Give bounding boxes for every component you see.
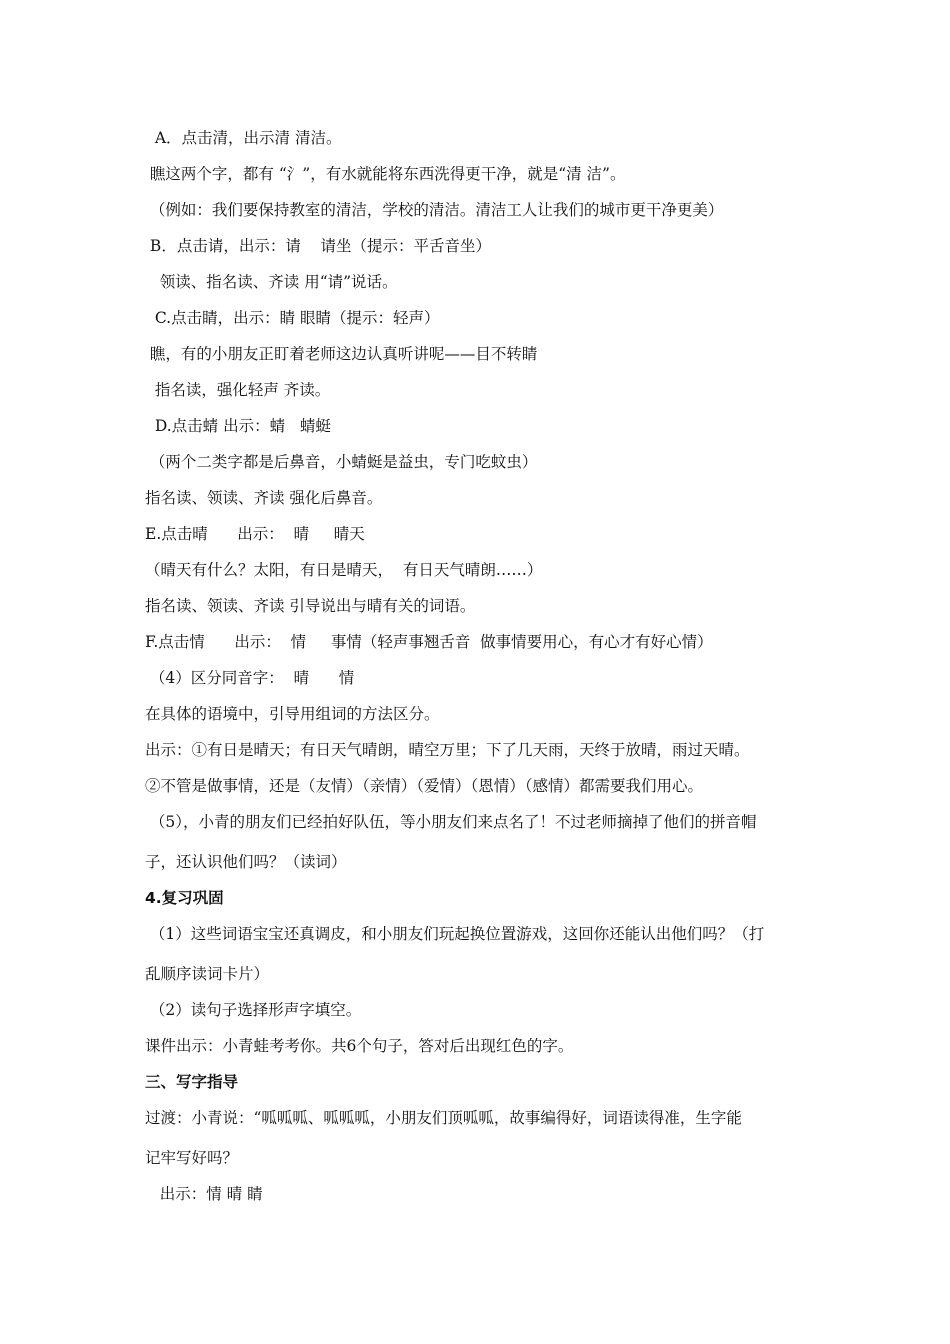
text-line: 出示：情 晴 睛	[145, 1185, 263, 1203]
text-line: 子，还认识他们吗？（读词）	[145, 853, 347, 871]
text-line: 领读、指名读、齐读 用“请”说话。	[145, 273, 398, 291]
text-line: （两个二类字都是后鼻音，小蜻蜓是益虫，专门吃蚊虫）	[145, 453, 538, 471]
text-line: （5），小青的朋友们已经拍好队伍，等小朋友们来点名了！不过老师摘掉了他们的拼音帽	[145, 813, 757, 831]
text-line: （例如：我们要保持教室的清洁，学校的清洁。清洁工人让我们的城市更干净更美）	[145, 201, 724, 219]
text-line: ②不管是做事情，还是（友情）（亲情）（爱情）（恩情）（感情）都需要我们用心。	[145, 777, 704, 795]
text-line: 指名读、领读、齐读 强化后鼻音。	[145, 489, 383, 507]
text-line: 乱顺序读词卡片）	[145, 965, 270, 983]
text-line: （晴天有什么？太阳，有日是晴天， 有日天气晴朗……）	[145, 561, 543, 579]
text-line: 瞧这两个字，都有 “氵”，有水就能将东西洗得更干净，就是“清 洁”。	[145, 165, 626, 183]
text-line: D.点击蜻 出示：蜻 蜻蜓	[145, 417, 331, 435]
text-line: 指名读、领读、齐读 引导说出与晴有关的词语。	[145, 597, 476, 615]
text-line: F.点击情 出示： 情 事情（轻声事翘舌音 做事情要用心，有心才有好心情）	[145, 633, 713, 651]
text-line: 在具体的语境中，引导用组词的方法区分。	[145, 705, 440, 723]
section-heading: 4.复习巩固	[145, 889, 224, 907]
text-line: 记牢写好吗？	[145, 1149, 239, 1167]
text-line: 瞧，有的小朋友正盯着老师这边认真听讲呢——目不转睛	[145, 345, 538, 363]
text-line: A．点击清，出示清 清洁。	[145, 129, 342, 147]
text-line: 出示：①有日是晴天；有日天气晴朗，晴空万里；下了几天雨，天终于放晴，雨过天晴。	[145, 741, 750, 759]
text-line: （1）这些词语宝宝还真调皮，和小朋友们玩起换位置游戏，这回你还能认出他们吗？（打	[145, 925, 765, 943]
text-line: B．点击请，出示：请 请坐（提示：平舌音坐）	[145, 237, 492, 255]
text-line: 课件出示：小青蛙考考你。共6个句子，答对后出现红色的字。	[145, 1037, 574, 1055]
text-line: E.点击晴 出示： 晴 晴天	[145, 525, 365, 543]
text-line: （2）读句子选择形声字填空。	[145, 1001, 362, 1019]
text-line: 指名读，强化轻声 齐读。	[145, 381, 331, 399]
text-line: 过渡：小青说：“呱呱呱、呱呱呱，小朋友们顶呱呱，故事编得好，词语读得准，生字能	[145, 1109, 742, 1127]
text-line: （4）区分同音字： 晴 情	[145, 669, 355, 687]
section-heading: 三、写字指导	[145, 1073, 239, 1091]
text-line: C.点击睛，出示：睛 眼睛（提示：轻声）	[145, 309, 440, 327]
